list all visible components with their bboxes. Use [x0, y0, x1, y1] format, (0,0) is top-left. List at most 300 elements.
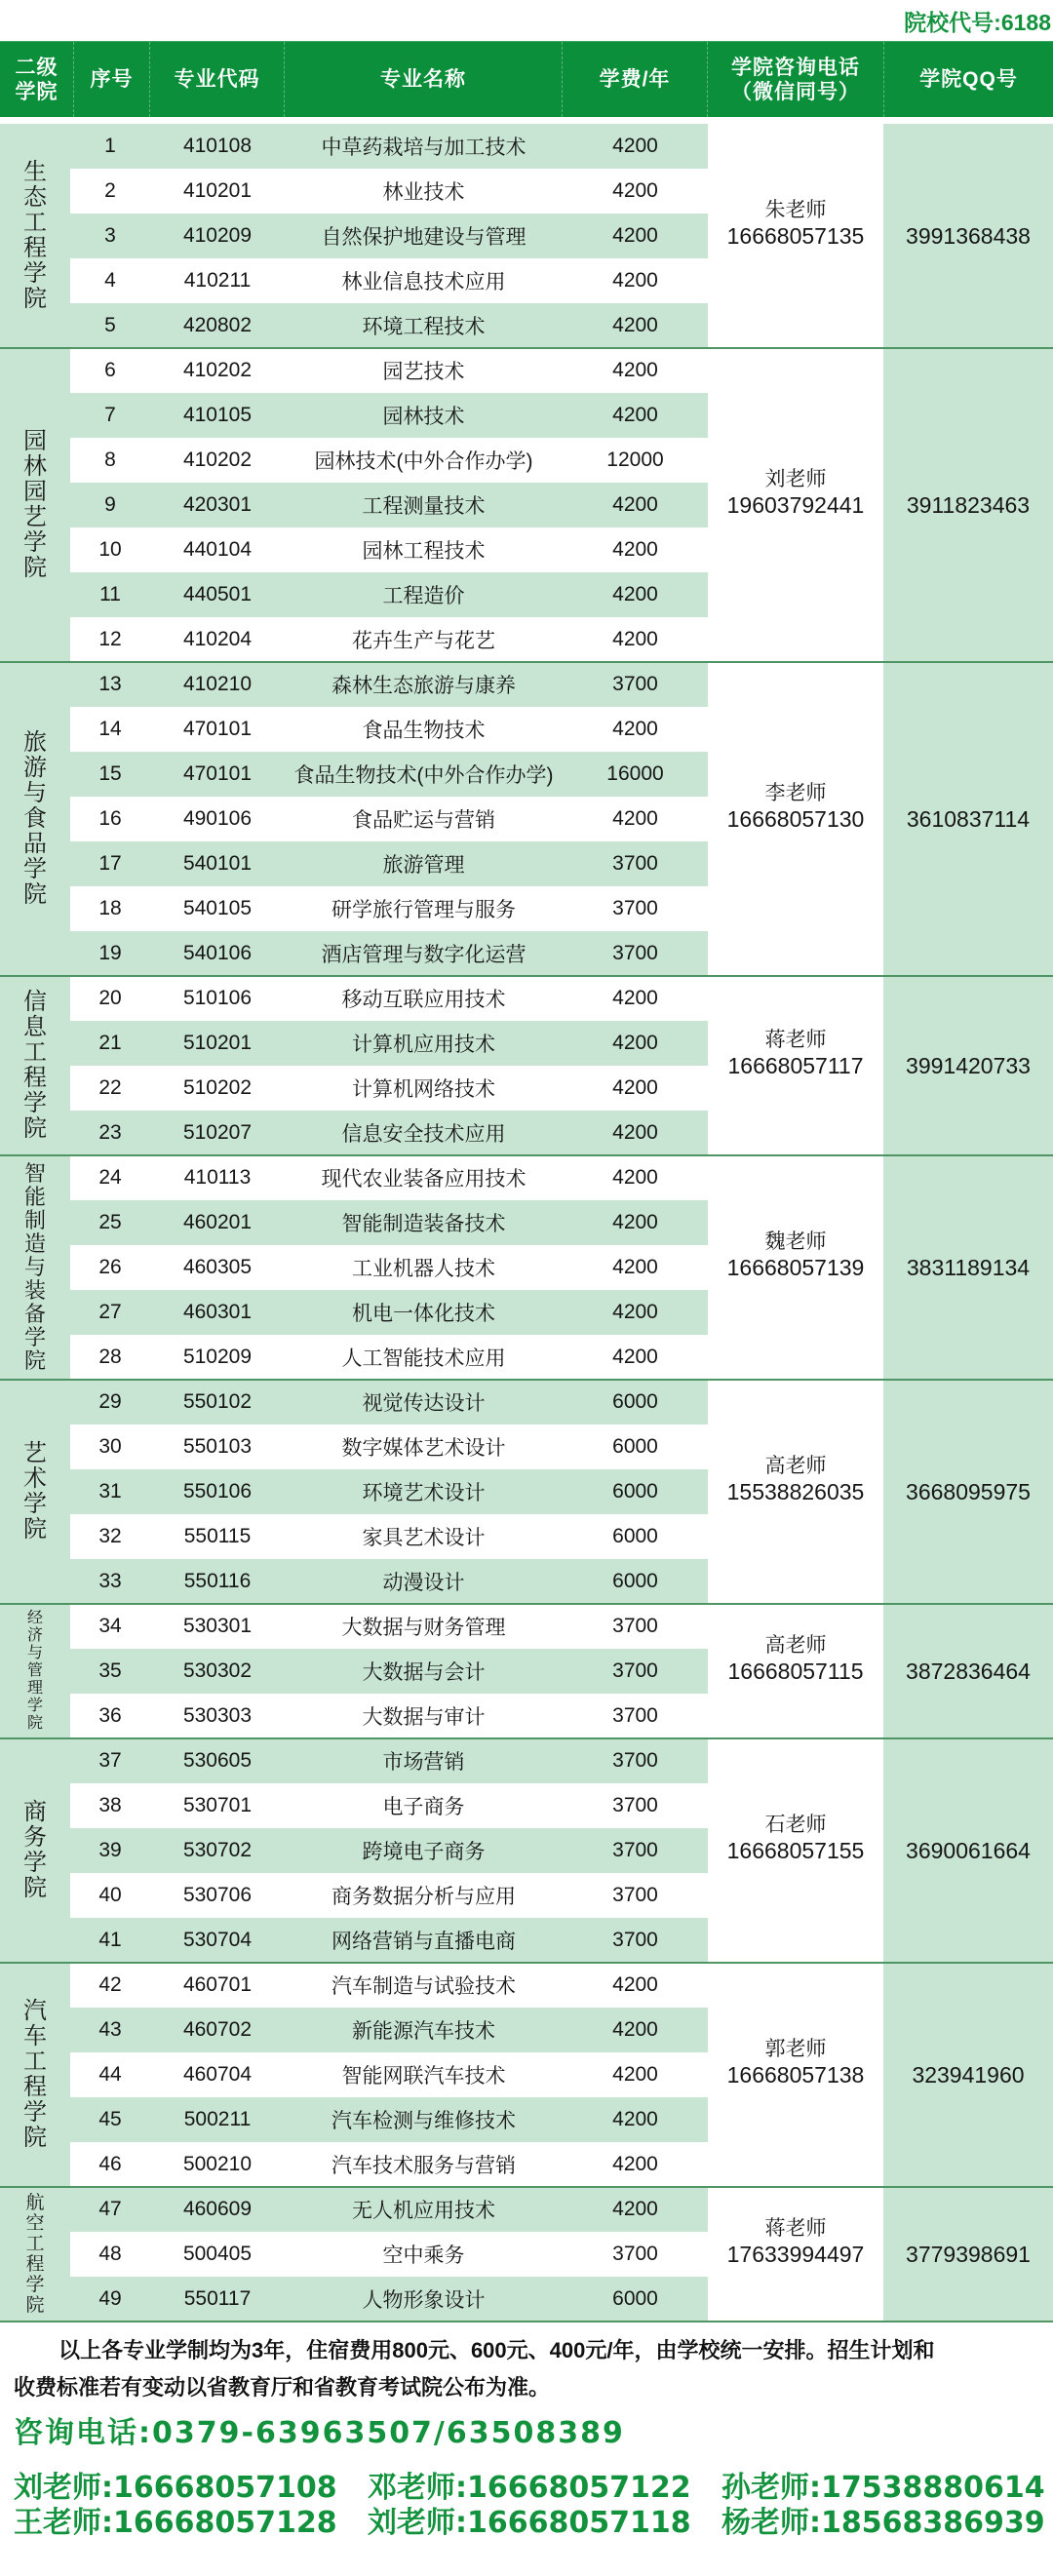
- major-code: 540105: [182, 897, 253, 919]
- header-phone-line2: （微信同号）: [731, 80, 860, 103]
- major-fee: 4200: [612, 269, 658, 292]
- major-code: 410210: [182, 673, 253, 695]
- major-row: [70, 1783, 708, 1828]
- major-code: 500210: [182, 2153, 253, 2175]
- major-fee: 6000: [612, 2287, 658, 2310]
- major-code: 420301: [182, 493, 253, 516]
- major-fee: 3700: [612, 1615, 658, 1637]
- major-row: [70, 438, 708, 483]
- major-fee: 4200: [612, 987, 658, 1009]
- major-fee: 3700: [612, 1659, 658, 1682]
- major-row: [70, 707, 708, 752]
- major-row: [70, 2052, 708, 2097]
- major-seq: 45: [98, 2108, 122, 2130]
- contact-teacher: 石老师: [764, 1813, 827, 1836]
- major-fee: 3700: [612, 673, 658, 695]
- major-code: 530303: [182, 1704, 253, 1727]
- major-row: [70, 1245, 708, 1290]
- major-name: 环境艺术设计: [362, 1482, 486, 1504]
- major-row: [70, 797, 708, 841]
- contact-teacher: 刘老师: [764, 467, 827, 490]
- major-fee: 3700: [612, 2243, 658, 2265]
- major-name: 新能源汽车技术: [352, 2020, 495, 2043]
- major-seq: 40: [98, 1884, 122, 1906]
- contact-teacher: 蒋老师: [764, 1028, 827, 1051]
- major-code: 530605: [182, 1749, 253, 1772]
- major-code: 410209: [182, 224, 253, 247]
- college-contact: [708, 1380, 883, 1604]
- major-row: [70, 1111, 708, 1155]
- major-code: 410201: [182, 179, 253, 202]
- college-cell: [0, 1380, 70, 1604]
- major-row: [70, 303, 708, 348]
- major-code: 460201: [182, 1211, 253, 1233]
- college-qq: 3872836464: [883, 1604, 1053, 1738]
- college-contact: [708, 2187, 883, 2322]
- college-name: 商务学院: [23, 1799, 47, 1901]
- major-code: 550102: [182, 1390, 253, 1413]
- contact-phone: 16668057117: [727, 1052, 864, 1078]
- contact-phone: 15538826035: [726, 1478, 865, 1504]
- major-name: 移动互联应用技术: [341, 989, 506, 1011]
- header-seq: 序号: [74, 42, 150, 117]
- major-row: [70, 1021, 708, 1066]
- major-fee: 4200: [612, 807, 658, 830]
- header-qq: 学院QQ号: [919, 68, 1018, 91]
- college-group: [0, 2187, 1053, 2322]
- major-row: [70, 1738, 708, 1783]
- college-name: 园林园艺学院: [23, 428, 47, 581]
- major-seq: 33: [98, 1570, 122, 1592]
- major-name: 工业机器人技术: [352, 1258, 495, 1280]
- major-seq: 28: [98, 1346, 122, 1368]
- major-fee: 3700: [612, 1929, 658, 1951]
- college-qq: 3991420733: [883, 976, 1053, 1155]
- major-seq: 32: [98, 1525, 122, 1547]
- college-qq: 3991368438: [883, 124, 1053, 348]
- major-seq: 4: [104, 269, 116, 292]
- college-group: [0, 1155, 1053, 1380]
- major-row: [70, 2097, 708, 2142]
- major-fee: 3700: [612, 1884, 658, 1906]
- major-name: 森林生态旅游与康养: [332, 675, 516, 697]
- college-group: [0, 124, 1053, 348]
- major-fee: 4200: [612, 404, 658, 426]
- major-rows: [70, 1963, 708, 2187]
- contact-row-1: [0, 2471, 1053, 2506]
- major-seq: 36: [98, 1704, 122, 1727]
- major-row: [70, 662, 708, 707]
- major-fee: 4200: [612, 1973, 658, 1996]
- contact-item: 王老师:16668057128: [14, 2506, 337, 2540]
- contact-row-2: [0, 2506, 1053, 2541]
- major-seq: 30: [98, 1435, 122, 1458]
- major-code: 460609: [182, 2198, 253, 2220]
- contact-phone: 19603792441: [726, 491, 865, 518]
- school-code: 院校代号:6188: [904, 10, 1051, 35]
- college-name: 航空工程学院: [25, 2193, 45, 2316]
- major-row: [70, 393, 708, 438]
- major-seq: 17: [98, 852, 122, 875]
- college-group: [0, 1738, 1053, 1963]
- college-name: 汽车工程学院: [23, 1998, 47, 2151]
- college-group: [0, 976, 1053, 1155]
- major-code: 410108: [182, 135, 253, 157]
- contact-teacher: 郭老师: [764, 2037, 827, 2060]
- major-row: [70, 886, 708, 931]
- college-group: [0, 1380, 1053, 1604]
- major-fee: 4200: [612, 1076, 658, 1099]
- major-name: 林业信息技术应用: [341, 271, 506, 293]
- major-code: 550103: [182, 1435, 253, 1458]
- contact-teacher: 魏老师: [764, 1229, 827, 1253]
- college-cell: [0, 2187, 70, 2322]
- major-name: 自然保护地建设与管理: [321, 226, 526, 249]
- major-fee: 3700: [612, 1749, 658, 1772]
- major-code: 460704: [182, 2063, 253, 2086]
- header-name: 专业名称: [285, 42, 563, 117]
- college-name: 旅游与食品学院: [23, 729, 47, 908]
- major-name: 中草药栽培与加工技术: [321, 137, 526, 159]
- header-phone: [708, 42, 884, 117]
- major-seq: 46: [98, 2153, 122, 2175]
- major-code: 530301: [182, 1615, 253, 1637]
- major-seq: 5: [104, 314, 116, 336]
- major-seq: 14: [98, 718, 122, 740]
- hotline: 咨询电话:0379-63963507/63508389: [14, 2416, 625, 2450]
- major-seq: 39: [98, 1839, 122, 1861]
- major-name: 数字媒体艺术设计: [341, 1437, 506, 1460]
- college-name: 信息工程学院: [23, 989, 47, 1142]
- major-seq: 8: [104, 449, 116, 471]
- major-code: 500211: [183, 2108, 252, 2130]
- major-name: 园林技术: [382, 406, 465, 428]
- major-seq: 7: [104, 404, 116, 426]
- major-seq: 29: [98, 1390, 122, 1413]
- major-name: 智能制造装备技术: [341, 1213, 506, 1235]
- major-row: [70, 2008, 708, 2052]
- major-fee: 4200: [612, 1121, 658, 1144]
- major-seq: 37: [98, 1749, 122, 1772]
- major-name: 网络营销与直播电商: [332, 1931, 516, 1953]
- major-rows: [70, 2187, 708, 2322]
- major-row: [70, 1425, 708, 1469]
- major-code: 410202: [182, 359, 253, 381]
- major-code: 530302: [182, 1659, 253, 1682]
- major-name: 智能网联汽车技术: [341, 2065, 506, 2088]
- major-seq: 16: [98, 807, 122, 830]
- major-row: [70, 1335, 708, 1380]
- major-name: 大数据与审计: [362, 1706, 486, 1729]
- major-fee: 4200: [612, 538, 658, 561]
- contact-item: 刘老师:16668057108: [14, 2471, 337, 2505]
- major-fee: 4200: [612, 2198, 658, 2220]
- major-fee: 4200: [612, 1301, 658, 1323]
- college-qq: 323941960: [883, 1963, 1053, 2187]
- major-row: [70, 1559, 708, 1604]
- major-seq: 13: [98, 673, 122, 695]
- major-fee: 4200: [612, 493, 658, 516]
- major-code: 460301: [182, 1301, 253, 1323]
- major-fee: 6000: [612, 1435, 658, 1458]
- major-row: [70, 1155, 708, 1200]
- major-row: [70, 1469, 708, 1514]
- major-rows: [70, 1738, 708, 1963]
- contact-teacher: 李老师: [764, 781, 827, 804]
- major-row: [70, 931, 708, 976]
- major-row: [70, 2142, 708, 2187]
- major-code: 490106: [182, 807, 253, 830]
- major-fee: 3700: [612, 897, 658, 919]
- contact-item: 孙老师:17538880614: [722, 2471, 1045, 2505]
- major-fee: 6000: [612, 1390, 658, 1413]
- major-name: 工程测量技术: [362, 495, 486, 518]
- major-code: 410211: [183, 269, 252, 292]
- major-code: 470101: [182, 762, 253, 785]
- header-college-line1: 二级: [15, 56, 58, 79]
- major-row: [70, 976, 708, 1021]
- major-row: [70, 1290, 708, 1335]
- major-row: [70, 1694, 708, 1738]
- college-qq: 3831189134: [883, 1155, 1053, 1380]
- contact-teacher: 朱老师: [764, 198, 827, 221]
- major-seq: 20: [98, 987, 122, 1009]
- college-contact: [708, 662, 883, 976]
- major-name: 林业技术: [382, 181, 465, 204]
- major-code: 410105: [182, 404, 253, 426]
- major-fee: 3700: [612, 1794, 658, 1816]
- major-name: 酒店管理与数字化运营: [321, 944, 526, 966]
- major-code: 460702: [182, 2018, 253, 2041]
- majors-table-body: [0, 124, 1053, 2322]
- major-code: 510209: [182, 1346, 253, 1368]
- major-name: 食品生物技术: [362, 720, 486, 742]
- major-name: 信息安全技术应用: [341, 1123, 506, 1146]
- major-name: 商务数据分析与应用: [332, 1886, 516, 1908]
- major-fee: 4200: [612, 2018, 658, 2041]
- college-name: 生态工程学院: [23, 159, 47, 312]
- major-row: [70, 214, 708, 258]
- notes-line1: 以上各专业学制均为3年，住宿费用800元、600元、400元/年，由学校统一安排。招生计划和: [58, 2338, 935, 2362]
- major-fee: 12000: [606, 449, 664, 471]
- major-code: 530702: [182, 1839, 253, 1861]
- major-code: 470101: [182, 718, 253, 740]
- major-row: [70, 1380, 708, 1425]
- major-code: 530701: [182, 1794, 253, 1816]
- contact-teacher: 高老师: [764, 1633, 827, 1657]
- major-name: 食品贮运与营销: [352, 809, 495, 832]
- major-code: 530706: [182, 1884, 253, 1906]
- major-fee: 4200: [612, 179, 658, 202]
- contact-item: 刘老师:16668057118: [368, 2506, 691, 2540]
- major-row: [70, 483, 708, 527]
- major-seq: 47: [98, 2198, 122, 2220]
- contact-phone: 16668057139: [726, 1254, 865, 1280]
- major-seq: 22: [98, 1076, 122, 1099]
- notes: [14, 2332, 1043, 2406]
- college-cell: [0, 1604, 70, 1738]
- major-fee: 6000: [612, 1480, 658, 1503]
- contact-teacher: 高老师: [764, 1454, 827, 1477]
- major-seq: 44: [98, 2063, 122, 2086]
- major-fee: 3700: [612, 1704, 658, 1727]
- college-contact: [708, 976, 883, 1155]
- major-row: [70, 527, 708, 572]
- college-qq: 3911823463: [883, 348, 1053, 662]
- major-fee: 4200: [612, 1166, 658, 1189]
- major-name: 汽车技术服务与营销: [332, 2155, 516, 2177]
- major-row: [70, 1873, 708, 1918]
- major-fee: 4200: [612, 2153, 658, 2175]
- contact-phone: 16668057155: [726, 1837, 865, 1863]
- contact-phone: 16668057138: [726, 2061, 865, 2088]
- major-row: [70, 1918, 708, 1963]
- major-fee: 4200: [612, 2063, 658, 2086]
- major-seq: 6: [104, 359, 116, 381]
- major-name: 大数据与会计: [362, 1661, 486, 1684]
- college-group: [0, 1963, 1053, 2187]
- college-cell: [0, 1155, 70, 1380]
- college-qq: 3779398691: [883, 2187, 1053, 2322]
- major-name: 视觉传达设计: [362, 1392, 486, 1415]
- college-contact: [708, 1604, 883, 1738]
- major-code: 510202: [182, 1076, 253, 1099]
- contact-item: 杨老师:18568386939: [722, 2506, 1045, 2540]
- major-name: 园林工程技术: [362, 540, 486, 563]
- college-cell: [0, 348, 70, 662]
- major-name: 环境工程技术: [362, 316, 486, 338]
- major-rows: [70, 662, 708, 976]
- major-name: 计算机应用技术: [352, 1034, 495, 1056]
- major-name: 空中乘务: [382, 2244, 465, 2267]
- major-code: 410204: [182, 628, 253, 650]
- major-fee: 3700: [612, 852, 658, 875]
- major-code: 530704: [182, 1929, 253, 1951]
- major-row: [70, 752, 708, 797]
- college-group: [0, 662, 1053, 976]
- major-seq: 48: [98, 2243, 122, 2265]
- major-seq: 19: [98, 942, 122, 964]
- major-row: [70, 348, 708, 393]
- major-fee: 4200: [612, 628, 658, 650]
- major-fee: 4200: [612, 1346, 658, 1368]
- notes-line2: 收费标准若有变动以省教育厅和省教育考试院公布为准。: [14, 2375, 551, 2400]
- major-code: 550115: [183, 1525, 252, 1547]
- college-contact: [708, 1155, 883, 1380]
- major-code: 540106: [182, 942, 253, 964]
- college-cell: [0, 1738, 70, 1963]
- major-row: [70, 169, 708, 214]
- college-name: 智能制造与装备学院: [24, 1161, 47, 1373]
- major-rows: [70, 1155, 708, 1380]
- major-name: 旅游管理: [382, 854, 465, 877]
- major-code: 410202: [182, 449, 253, 471]
- major-rows: [70, 976, 708, 1155]
- major-seq: 2: [104, 179, 116, 202]
- college-contact: [708, 1963, 883, 2187]
- major-fee: 16000: [606, 762, 664, 785]
- major-seq: 42: [98, 1973, 122, 1996]
- major-name: 园林技术(中外合作办学): [314, 450, 533, 473]
- major-fee: 4200: [612, 2108, 658, 2130]
- major-row: [70, 124, 708, 169]
- major-name: 汽车制造与试验技术: [332, 1975, 516, 1998]
- major-code: 550116: [183, 1570, 252, 1592]
- major-row: [70, 1200, 708, 1245]
- major-fee: 4200: [612, 135, 658, 157]
- college-name: 艺术学院: [23, 1440, 47, 1542]
- major-seq: 9: [104, 493, 116, 516]
- major-code: 460305: [182, 1256, 253, 1278]
- major-fee: 6000: [612, 1525, 658, 1547]
- major-seq: 38: [98, 1794, 122, 1816]
- major-row: [70, 2277, 708, 2322]
- major-name: 研学旅行管理与服务: [332, 899, 516, 921]
- major-name: 人工智能技术应用: [341, 1347, 506, 1370]
- major-seq: 21: [98, 1032, 122, 1054]
- college-cell: [0, 662, 70, 976]
- major-rows: [70, 124, 708, 348]
- major-row: [70, 1828, 708, 1873]
- major-name: 食品生物技术(中外合作办学): [293, 764, 554, 787]
- major-row: [70, 617, 708, 662]
- major-fee: 3700: [612, 1839, 658, 1861]
- college-contact: [708, 1738, 883, 1963]
- major-fee: 6000: [612, 1570, 658, 1592]
- college-contact: [708, 348, 883, 662]
- contact-teacher: 蒋老师: [764, 2216, 827, 2240]
- major-code: 550117: [183, 2287, 252, 2310]
- college-cell: [0, 976, 70, 1155]
- major-code: 410113: [183, 1166, 252, 1189]
- major-row: [70, 841, 708, 886]
- major-row: [70, 258, 708, 303]
- contact-item: 邓老师:16668057122: [368, 2471, 691, 2505]
- major-code: 420802: [182, 314, 253, 336]
- major-code: 550106: [182, 1480, 253, 1503]
- college-cell: [0, 124, 70, 348]
- major-name: 计算机网络技术: [352, 1078, 495, 1101]
- college-qq: 3610837114: [883, 662, 1053, 976]
- major-code: 510106: [182, 987, 253, 1009]
- major-code: 510201: [182, 1032, 253, 1054]
- major-seq: 23: [98, 1121, 122, 1144]
- major-name: 机电一体化技术: [352, 1303, 495, 1325]
- major-seq: 34: [98, 1615, 122, 1637]
- major-code: 510207: [182, 1121, 253, 1144]
- major-seq: 25: [98, 1211, 122, 1233]
- major-name: 大数据与财务管理: [341, 1617, 506, 1639]
- major-fee: 4200: [612, 1211, 658, 1233]
- major-name: 汽车检测与维修技术: [332, 2110, 516, 2132]
- major-seq: 24: [98, 1166, 122, 1189]
- major-fee: 4200: [612, 1256, 658, 1278]
- major-fee: 4200: [612, 718, 658, 740]
- college-contact: [708, 124, 883, 348]
- contact-phone: 16668057130: [726, 805, 865, 832]
- major-name: 跨境电子商务: [362, 1841, 486, 1863]
- major-name: 无人机应用技术: [352, 2200, 495, 2222]
- major-row: [70, 1963, 708, 2008]
- major-name: 家具艺术设计: [362, 1527, 486, 1549]
- major-name: 市场营销: [382, 1751, 465, 1774]
- college-group: [0, 1604, 1053, 1738]
- major-seq: 27: [98, 1301, 122, 1323]
- major-name: 现代农业装备应用技术: [321, 1168, 526, 1190]
- college-name: 经济与管理学院: [27, 1610, 44, 1732]
- major-seq: 49: [98, 2287, 122, 2310]
- college-group: [0, 348, 1053, 662]
